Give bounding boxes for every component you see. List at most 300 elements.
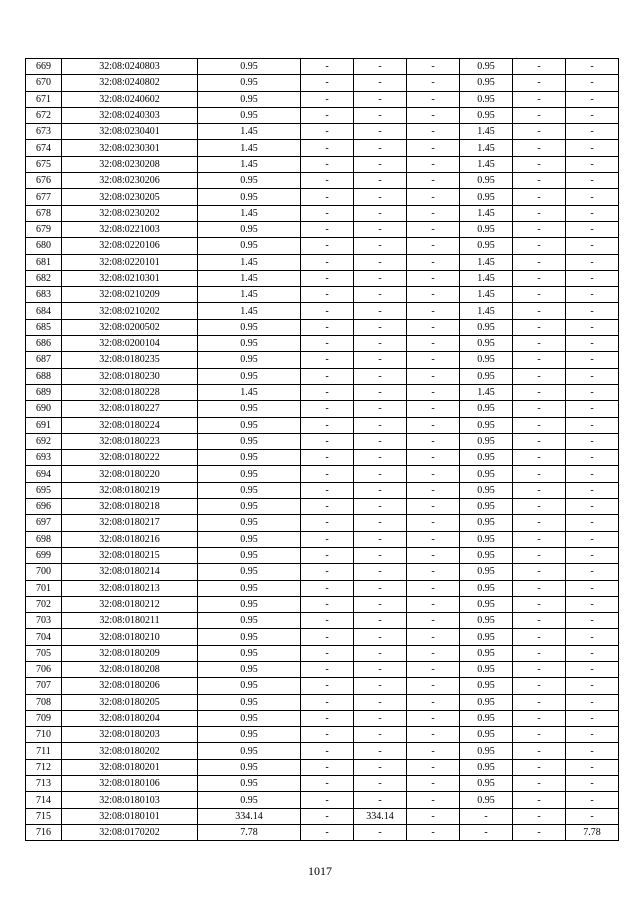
col4-cell: -	[301, 352, 354, 368]
table-body	[26, 59, 619, 841]
value-cell: 0.95	[198, 466, 301, 482]
col9-cell: -	[566, 482, 619, 498]
col7-cell: 0.95	[460, 352, 513, 368]
col7-cell: 0.95	[460, 694, 513, 710]
col7-cell: 0.95	[460, 727, 513, 743]
col8-cell: -	[513, 107, 566, 123]
table-row	[26, 91, 619, 107]
col7-cell: 1.45	[460, 254, 513, 270]
col7-cell: 0.95	[460, 189, 513, 205]
col7-cell: 0.95	[460, 710, 513, 726]
value-cell: 0.95	[198, 645, 301, 661]
cadastral-number-cell: 32:08:0180220	[62, 466, 198, 482]
col8-cell: -	[513, 743, 566, 759]
value-cell: 0.95	[198, 678, 301, 694]
cadastral-number-cell: 32:08:0240602	[62, 91, 198, 107]
col4-cell: -	[301, 613, 354, 629]
col8-cell: -	[513, 59, 566, 75]
row-number-cell: 715	[26, 808, 62, 824]
col4-cell: -	[301, 221, 354, 237]
col7-cell: 0.95	[460, 238, 513, 254]
cadastral-number-cell: 32:08:0180106	[62, 776, 198, 792]
value-cell: 0.95	[198, 368, 301, 384]
col4-cell: -	[301, 433, 354, 449]
col7-cell: 0.95	[460, 645, 513, 661]
col9-cell: -	[566, 319, 619, 335]
col6-cell: -	[407, 629, 460, 645]
col5-cell: -	[354, 303, 407, 319]
col4-cell: -	[301, 140, 354, 156]
row-number-cell: 697	[26, 515, 62, 531]
col5-cell: -	[354, 417, 407, 433]
col8-cell: -	[513, 124, 566, 140]
col9-cell: -	[566, 808, 619, 824]
col5-cell: -	[354, 352, 407, 368]
col8-cell: -	[513, 205, 566, 221]
col5-cell: -	[354, 743, 407, 759]
cadastral-number-cell: 32:08:0180101	[62, 808, 198, 824]
col9-cell: -	[566, 645, 619, 661]
col6-cell: -	[407, 368, 460, 384]
value-cell: 0.95	[198, 482, 301, 498]
col9-cell: -	[566, 727, 619, 743]
col4-cell: -	[301, 645, 354, 661]
row-number-cell: 703	[26, 613, 62, 629]
col6-cell: -	[407, 221, 460, 237]
col9-cell: -	[566, 466, 619, 482]
row-number-cell: 711	[26, 743, 62, 759]
row-number-cell: 688	[26, 368, 62, 384]
col6-cell: -	[407, 75, 460, 91]
value-cell: 0.95	[198, 710, 301, 726]
col9-cell: -	[566, 531, 619, 547]
row-number-cell: 693	[26, 450, 62, 466]
cadastral-number-cell: 32:08:0180209	[62, 645, 198, 661]
col6-cell: -	[407, 205, 460, 221]
col6-cell: -	[407, 824, 460, 840]
row-number-cell: 712	[26, 759, 62, 775]
col9-cell: -	[566, 270, 619, 286]
cadastral-number-cell: 32:08:0180218	[62, 499, 198, 515]
col6-cell: -	[407, 140, 460, 156]
col6-cell: -	[407, 303, 460, 319]
col4-cell: -	[301, 368, 354, 384]
col5-cell: -	[354, 156, 407, 172]
col5-cell: -	[354, 466, 407, 482]
col5-cell: -	[354, 368, 407, 384]
col8-cell: -	[513, 156, 566, 172]
col8-cell: -	[513, 564, 566, 580]
col5-cell: -	[354, 776, 407, 792]
col5-cell: -	[354, 384, 407, 400]
cadastral-number-cell: 32:08:0180201	[62, 759, 198, 775]
row-number-cell: 669	[26, 59, 62, 75]
table-row	[26, 352, 619, 368]
col8-cell: -	[513, 384, 566, 400]
col7-cell: 0.95	[460, 173, 513, 189]
cadastral-number-cell: 32:08:0200104	[62, 336, 198, 352]
table-row	[26, 499, 619, 515]
table-row	[26, 792, 619, 808]
col7-cell: 0.95	[460, 91, 513, 107]
col9-cell: -	[566, 254, 619, 270]
col9-cell: -	[566, 124, 619, 140]
table-row	[26, 433, 619, 449]
value-cell: 7.78	[198, 824, 301, 840]
col8-cell: -	[513, 319, 566, 335]
col6-cell: -	[407, 189, 460, 205]
col5-cell: -	[354, 140, 407, 156]
col8-cell: -	[513, 710, 566, 726]
col7-cell: 0.95	[460, 417, 513, 433]
cadastral-number-cell: 32:08:0230205	[62, 189, 198, 205]
col6-cell: -	[407, 710, 460, 726]
table-row	[26, 629, 619, 645]
row-number-cell: 706	[26, 661, 62, 677]
col7-cell: 0.95	[460, 221, 513, 237]
cadastral-number-cell: 32:08:0221003	[62, 221, 198, 237]
col6-cell: -	[407, 352, 460, 368]
col6-cell: -	[407, 499, 460, 515]
col8-cell: -	[513, 580, 566, 596]
value-cell: 0.95	[198, 91, 301, 107]
table-row	[26, 140, 619, 156]
row-number-cell: 672	[26, 107, 62, 123]
row-number-cell: 710	[26, 727, 62, 743]
table-row	[26, 776, 619, 792]
cadastral-number-cell: 32:08:0180210	[62, 629, 198, 645]
col8-cell: -	[513, 629, 566, 645]
col5-cell: -	[354, 107, 407, 123]
col6-cell: -	[407, 564, 460, 580]
col7-cell: 0.95	[460, 580, 513, 596]
row-number-cell: 678	[26, 205, 62, 221]
col9-cell: -	[566, 401, 619, 417]
col7-cell: 0.95	[460, 759, 513, 775]
value-cell: 0.95	[198, 417, 301, 433]
col9-cell: -	[566, 629, 619, 645]
col8-cell: -	[513, 270, 566, 286]
value-cell: 0.95	[198, 727, 301, 743]
table-row	[26, 205, 619, 221]
col4-cell: -	[301, 629, 354, 645]
cadastral-number-cell: 32:08:0180219	[62, 482, 198, 498]
col7-cell: 0.95	[460, 547, 513, 563]
row-number-cell: 682	[26, 270, 62, 286]
cadastral-number-cell: 32:08:0180212	[62, 596, 198, 612]
value-cell: 1.45	[198, 254, 301, 270]
col9-cell: -	[566, 678, 619, 694]
table-row	[26, 417, 619, 433]
table-row	[26, 580, 619, 596]
col9-cell: -	[566, 368, 619, 384]
col7-cell: 0.95	[460, 482, 513, 498]
row-number-cell: 716	[26, 824, 62, 840]
col6-cell: -	[407, 694, 460, 710]
row-number-cell: 704	[26, 629, 62, 645]
col6-cell: -	[407, 254, 460, 270]
value-cell: 0.95	[198, 531, 301, 547]
col7-cell: 0.95	[460, 678, 513, 694]
col9-cell: -	[566, 205, 619, 221]
col4-cell: -	[301, 515, 354, 531]
col5-cell: -	[354, 270, 407, 286]
cadastral-number-cell: 32:08:0180103	[62, 792, 198, 808]
value-cell: 0.95	[198, 59, 301, 75]
cadastral-number-cell: 32:08:0180208	[62, 661, 198, 677]
cadastral-number-cell: 32:08:0180211	[62, 613, 198, 629]
col8-cell: -	[513, 466, 566, 482]
col8-cell: -	[513, 450, 566, 466]
col9-cell: -	[566, 759, 619, 775]
col6-cell: -	[407, 319, 460, 335]
row-number-cell: 714	[26, 792, 62, 808]
col7-cell: 1.45	[460, 140, 513, 156]
table-row	[26, 824, 619, 840]
col6-cell: -	[407, 270, 460, 286]
col4-cell: -	[301, 466, 354, 482]
col9-cell: -	[566, 743, 619, 759]
col8-cell: -	[513, 661, 566, 677]
col8-cell: -	[513, 531, 566, 547]
col8-cell: -	[513, 694, 566, 710]
col5-cell: -	[354, 221, 407, 237]
col7-cell: 0.95	[460, 75, 513, 91]
col9-cell: -	[566, 303, 619, 319]
row-number-cell: 691	[26, 417, 62, 433]
col6-cell: -	[407, 156, 460, 172]
col5-cell: -	[354, 710, 407, 726]
row-number-cell: 687	[26, 352, 62, 368]
col7-cell: 0.95	[460, 319, 513, 335]
table-row	[26, 515, 619, 531]
value-cell: 0.95	[198, 596, 301, 612]
row-number-cell: 676	[26, 173, 62, 189]
row-number-cell: 694	[26, 466, 62, 482]
col4-cell: -	[301, 336, 354, 352]
row-number-cell: 674	[26, 140, 62, 156]
table-row	[26, 107, 619, 123]
row-number-cell: 707	[26, 678, 62, 694]
value-cell: 0.95	[198, 743, 301, 759]
col7-cell: 0.95	[460, 107, 513, 123]
col5-cell: -	[354, 645, 407, 661]
col9-cell: -	[566, 173, 619, 189]
row-number-cell: 700	[26, 564, 62, 580]
table-row	[26, 727, 619, 743]
table-row	[26, 564, 619, 580]
table-row	[26, 254, 619, 270]
col5-cell: -	[354, 694, 407, 710]
cadastral-number-cell: 32:08:0180228	[62, 384, 198, 400]
col5-cell: -	[354, 75, 407, 91]
value-cell: 0.95	[198, 792, 301, 808]
row-number-cell: 686	[26, 336, 62, 352]
table-row	[26, 59, 619, 75]
table-row	[26, 173, 619, 189]
col4-cell: -	[301, 596, 354, 612]
col6-cell: -	[407, 173, 460, 189]
table-row	[26, 596, 619, 612]
cadastral-number-cell: 32:08:0200502	[62, 319, 198, 335]
col8-cell: -	[513, 613, 566, 629]
col9-cell: -	[566, 710, 619, 726]
cadastral-number-cell: 32:08:0180227	[62, 401, 198, 417]
value-cell: 0.95	[198, 75, 301, 91]
col7-cell: 0.95	[460, 792, 513, 808]
col7-cell: 0.95	[460, 564, 513, 580]
table-row	[26, 221, 619, 237]
table-row	[26, 319, 619, 335]
table-row	[26, 238, 619, 254]
col9-cell: -	[566, 352, 619, 368]
col7-cell: 0.95	[460, 629, 513, 645]
col4-cell: -	[301, 824, 354, 840]
data-table	[25, 58, 619, 841]
cadastral-number-cell: 32:08:0240803	[62, 59, 198, 75]
row-number-cell: 692	[26, 433, 62, 449]
col6-cell: -	[407, 580, 460, 596]
row-number-cell: 709	[26, 710, 62, 726]
cadastral-number-cell: 32:08:0240303	[62, 107, 198, 123]
cadastral-number-cell: 32:08:0180213	[62, 580, 198, 596]
row-number-cell: 699	[26, 547, 62, 563]
table-row	[26, 710, 619, 726]
col5-cell: -	[354, 450, 407, 466]
value-cell: 0.95	[198, 319, 301, 335]
col7-cell: 1.45	[460, 270, 513, 286]
value-cell: 1.45	[198, 303, 301, 319]
col6-cell: -	[407, 743, 460, 759]
col9-cell: -	[566, 156, 619, 172]
value-cell: 1.45	[198, 205, 301, 221]
col6-cell: -	[407, 238, 460, 254]
value-cell: 0.95	[198, 564, 301, 580]
col5-cell: -	[354, 759, 407, 775]
table-row	[26, 482, 619, 498]
col9-cell: -	[566, 189, 619, 205]
col8-cell: -	[513, 221, 566, 237]
cadastral-number-cell: 32:08:0230301	[62, 140, 198, 156]
col4-cell: -	[301, 156, 354, 172]
col4-cell: -	[301, 776, 354, 792]
col5-cell: -	[354, 531, 407, 547]
col8-cell: -	[513, 352, 566, 368]
col6-cell: -	[407, 531, 460, 547]
col6-cell: -	[407, 401, 460, 417]
col6-cell: -	[407, 450, 460, 466]
col5-cell: -	[354, 189, 407, 205]
cadastral-number-cell: 32:08:0220106	[62, 238, 198, 254]
cadastral-number-cell: 32:08:0210301	[62, 270, 198, 286]
col4-cell: -	[301, 531, 354, 547]
col4-cell: -	[301, 808, 354, 824]
col5-cell: -	[354, 629, 407, 645]
row-number-cell: 680	[26, 238, 62, 254]
col7-cell: 0.95	[460, 450, 513, 466]
col4-cell: -	[301, 254, 354, 270]
col5-cell: -	[354, 482, 407, 498]
col4-cell: -	[301, 205, 354, 221]
col5-cell: -	[354, 336, 407, 352]
table-row	[26, 124, 619, 140]
col6-cell: -	[407, 678, 460, 694]
col4-cell: -	[301, 303, 354, 319]
value-cell: 0.95	[198, 173, 301, 189]
col5-cell: -	[354, 287, 407, 303]
col4-cell: -	[301, 384, 354, 400]
col4-cell: -	[301, 417, 354, 433]
row-number-cell: 695	[26, 482, 62, 498]
col8-cell: -	[513, 727, 566, 743]
col5-cell: -	[354, 580, 407, 596]
col9-cell: -	[566, 433, 619, 449]
col7-cell: 0.95	[460, 59, 513, 75]
value-cell: 0.95	[198, 107, 301, 123]
col4-cell: -	[301, 91, 354, 107]
row-number-cell: 683	[26, 287, 62, 303]
cadastral-number-cell: 32:08:0180217	[62, 515, 198, 531]
value-cell: 0.95	[198, 776, 301, 792]
col4-cell: -	[301, 59, 354, 75]
table-row	[26, 287, 619, 303]
cadastral-number-cell: 32:08:0180230	[62, 368, 198, 384]
page-number: 1017	[308, 864, 332, 878]
col8-cell: -	[513, 482, 566, 498]
cadastral-number-cell: 32:08:0180206	[62, 678, 198, 694]
col4-cell: -	[301, 792, 354, 808]
col4-cell: -	[301, 482, 354, 498]
col8-cell: -	[513, 499, 566, 515]
table-row	[26, 547, 619, 563]
col7-cell: 1.45	[460, 156, 513, 172]
col5-cell: -	[354, 499, 407, 515]
col8-cell: -	[513, 189, 566, 205]
value-cell: 0.95	[198, 580, 301, 596]
col5-cell: -	[354, 238, 407, 254]
row-number-cell: 670	[26, 75, 62, 91]
col8-cell: -	[513, 678, 566, 694]
row-number-cell: 684	[26, 303, 62, 319]
cadastral-number-cell: 32:08:0180235	[62, 352, 198, 368]
col9-cell: -	[566, 384, 619, 400]
table-row	[26, 661, 619, 677]
col7-cell: 0.95	[460, 466, 513, 482]
col7-cell: 1.45	[460, 287, 513, 303]
col4-cell: -	[301, 661, 354, 677]
col7-cell: 1.45	[460, 124, 513, 140]
col6-cell: -	[407, 124, 460, 140]
col5-cell: -	[354, 727, 407, 743]
col7-cell: 0.95	[460, 336, 513, 352]
col5-cell: -	[354, 792, 407, 808]
col9-cell: -	[566, 596, 619, 612]
col6-cell: -	[407, 776, 460, 792]
col4-cell: -	[301, 694, 354, 710]
col9-cell: -	[566, 564, 619, 580]
col6-cell: -	[407, 466, 460, 482]
col9-cell: -	[566, 59, 619, 75]
value-cell: 0.95	[198, 759, 301, 775]
col5-cell: -	[354, 173, 407, 189]
cadastral-number-cell: 32:08:0210209	[62, 287, 198, 303]
col8-cell: -	[513, 824, 566, 840]
row-number-cell: 679	[26, 221, 62, 237]
col4-cell: -	[301, 678, 354, 694]
row-number-cell: 685	[26, 319, 62, 335]
cadastral-number-cell: 32:08:0180224	[62, 417, 198, 433]
cadastral-number-cell: 32:08:0170202	[62, 824, 198, 840]
